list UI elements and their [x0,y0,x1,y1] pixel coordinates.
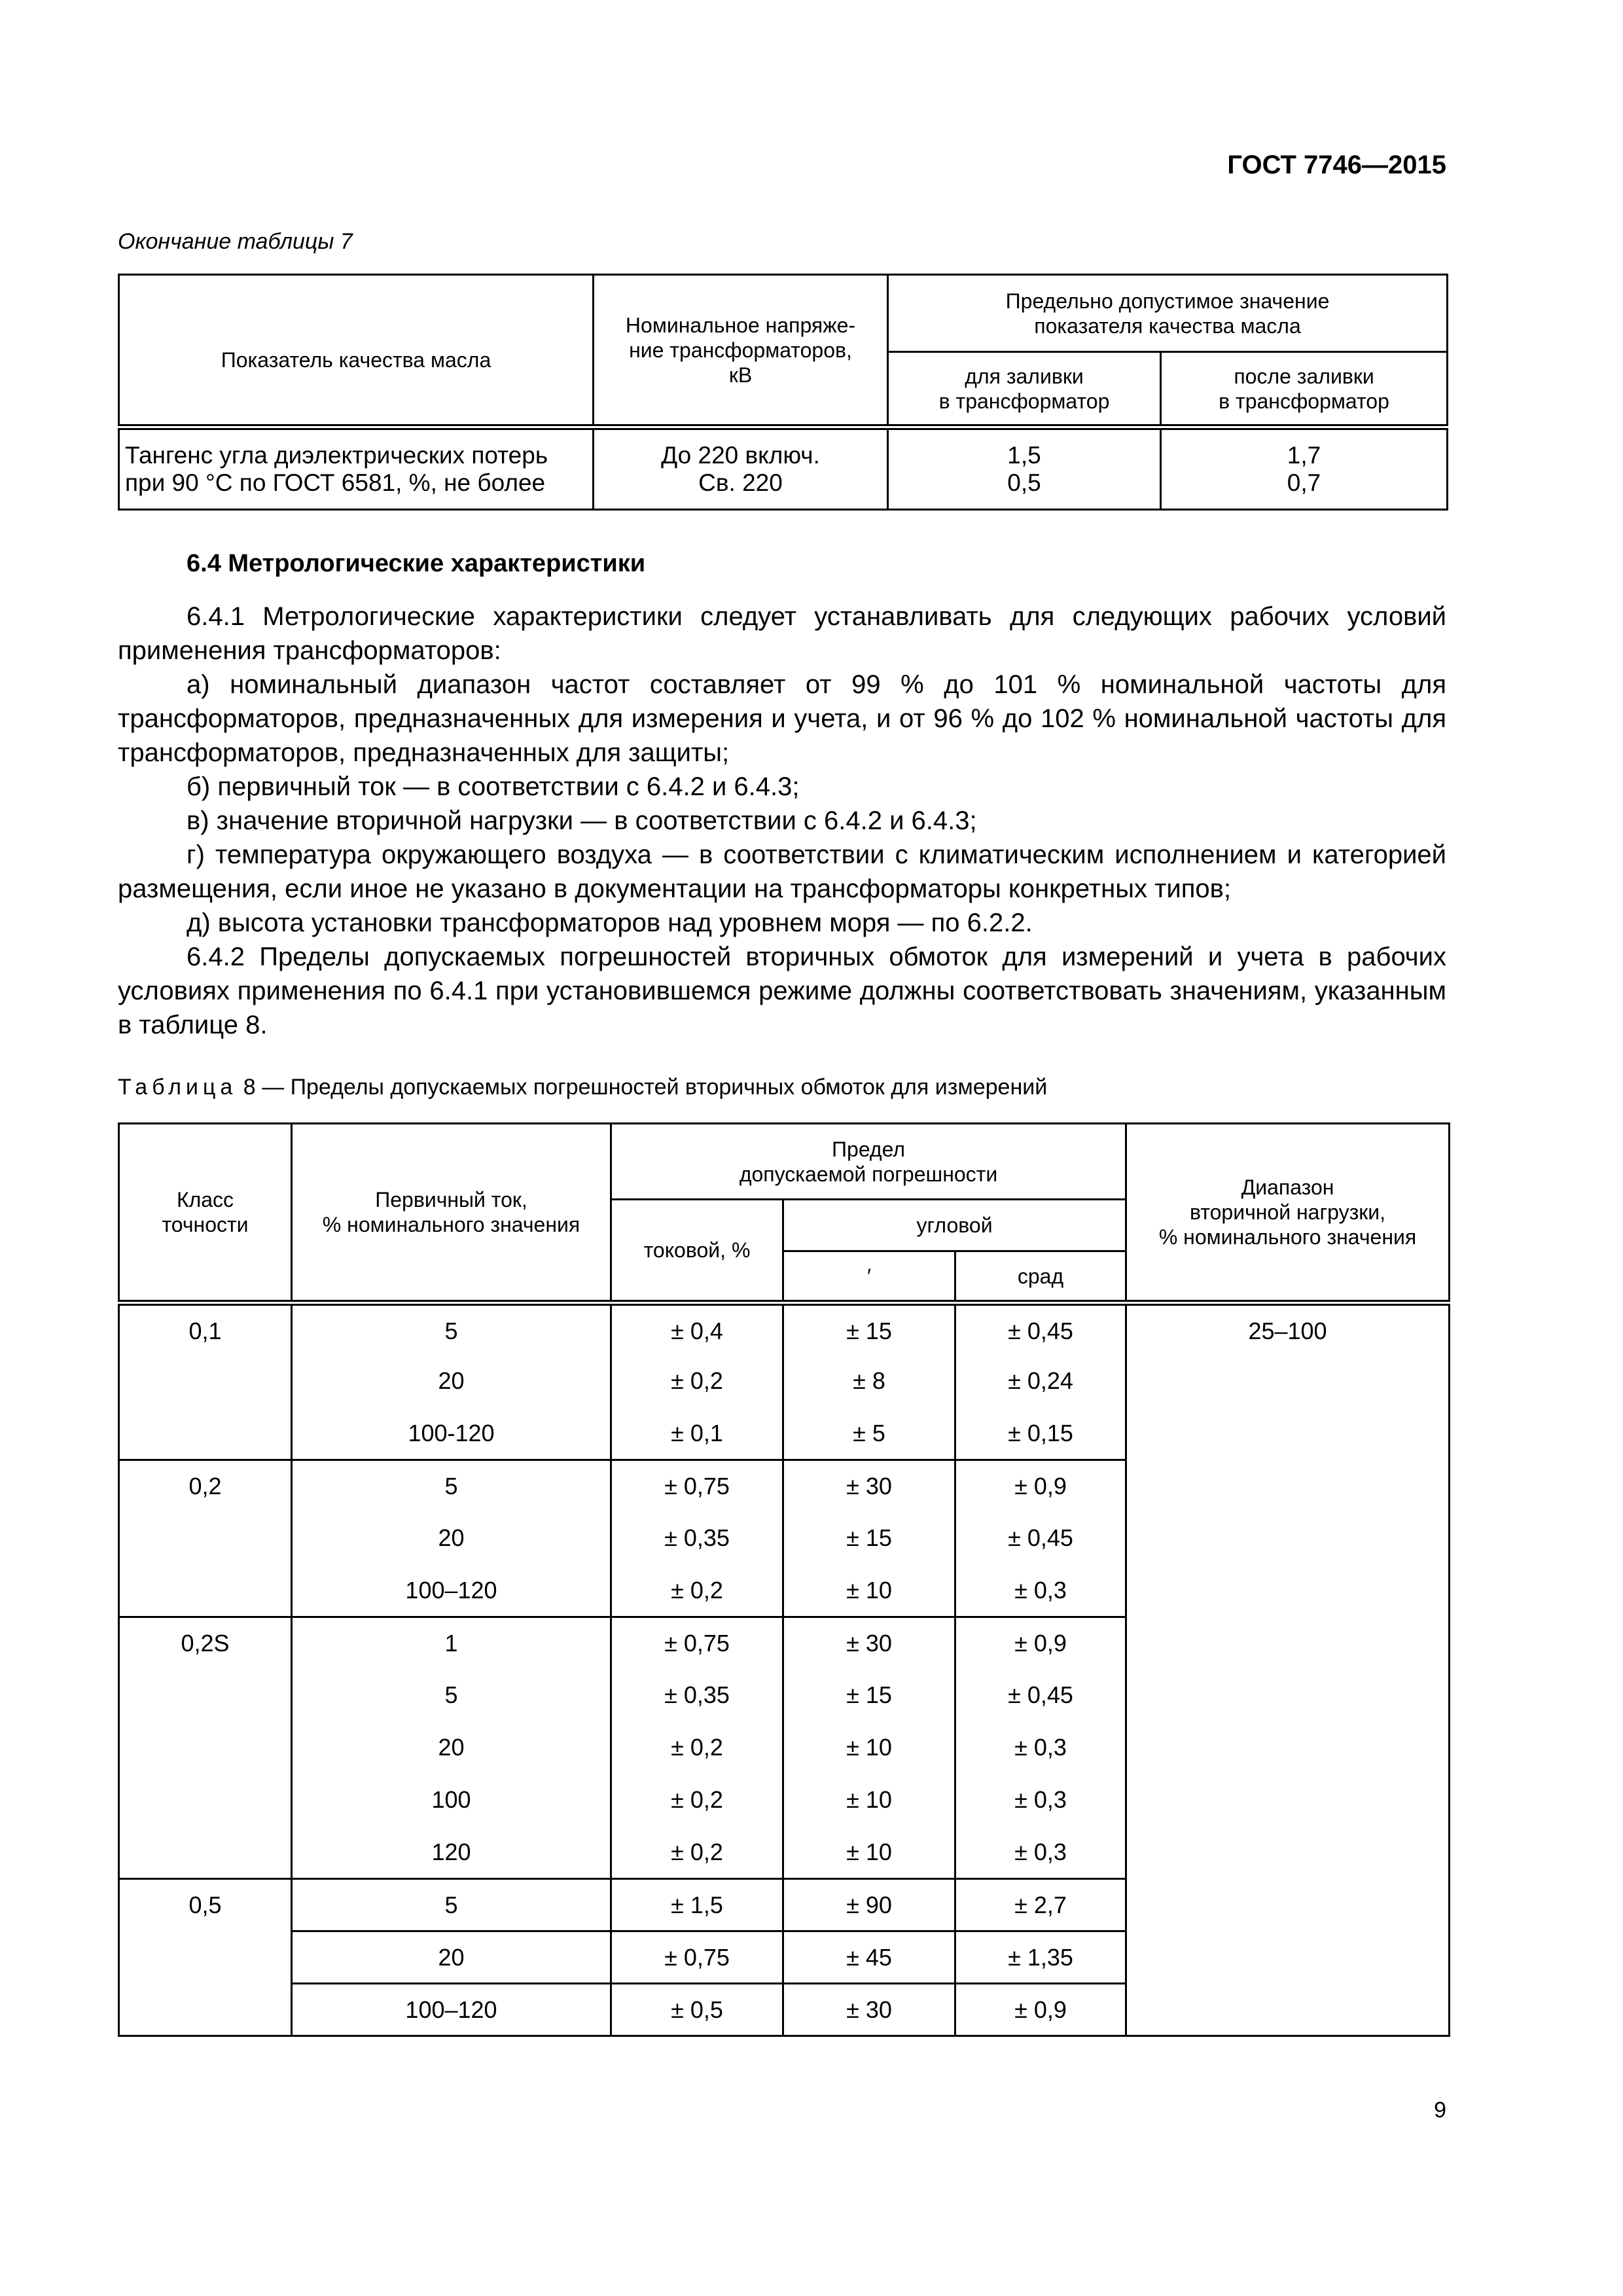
primary-current-cell: 100-120 [292,1408,611,1460]
t8-header-crad: срад [955,1251,1126,1303]
table8 [118,1122,1450,2037]
class-cell: 0,2S [119,1617,292,1670]
primary-current-cell: 1 [292,1617,611,1670]
t8-header-angular: угловой [783,1200,1126,1251]
current-error-cell: ± 0,75 [611,1617,783,1670]
class-cell-empty [119,1565,292,1617]
paragraph-6-4-1: 6.4.1 Метрологические характеристики следует устанавливать для следующих рабочих условий применения трансформаторов: [118,602,1446,665]
class-cell-empty [119,1513,292,1565]
current-error-cell: ± 0,75 [611,1460,783,1513]
t7-header-limit: Предельно допустимое значение показателя качества масла [888,275,1448,352]
angular-crad-cell: ± 1,35 [955,1931,1126,1984]
class-cell: 0,2 [119,1460,292,1513]
angular-crad-cell: ± 0,24 [955,1355,1126,1408]
primary-current-cell: 100 [292,1774,611,1827]
current-error-cell: ± 0,2 [611,1565,783,1617]
primary-current-cell: 100–120 [292,1984,611,2036]
paragraph-item-a: а) номинальный диапазон частот составляет от 99 % до 101 % номинальной частоты для трансформаторов, предназначенных для измерения и учета, и от 96 % до 102 % номинальной частоты для трансформаторов, предназначенных для защиты; [118,670,1446,767]
current-error-cell: ± 0,35 [611,1513,783,1565]
t8-header-class: Класс точности [119,1124,292,1303]
angular-minutes-cell: ± 30 [783,1984,955,2036]
paragraph-item-b: б) первичный ток — в соответствии с 6.4.2 и 6.4.3; [187,772,800,801]
angular-crad-cell: ± 0,45 [955,1303,1126,1355]
angular-minutes-cell: ± 8 [783,1355,955,1408]
class-cell-empty [119,1355,292,1408]
paragraph-item-v: в) значение вторичной нагрузки — в соответствии с 6.4.2 и 6.4.3; [187,806,977,835]
t8-header-load-range: Диапазон вторичной нагрузки, % номинального значения [1126,1124,1450,1303]
angular-crad-cell: ± 0,45 [955,1513,1126,1565]
angular-minutes-cell: ± 10 [783,1565,955,1617]
primary-current-cell: 20 [292,1513,611,1565]
t8-header-error-limit: Предел допускаемой погрешности [611,1124,1126,1200]
class-cell: 0,5 [119,1879,292,1931]
class-cell-empty [119,1984,292,2036]
page-number: 9 [1434,2098,1446,2123]
class-cell-empty [119,1670,292,1722]
current-error-cell: ± 0,2 [611,1827,783,1879]
current-error-cell: ± 0,2 [611,1355,783,1408]
primary-current-cell: 5 [292,1879,611,1931]
angular-crad-cell: ± 0,3 [955,1827,1126,1879]
angular-minutes-cell: ± 90 [783,1879,955,1931]
t8-header-minutes: ′ [783,1251,955,1303]
current-error-cell: ± 0,4 [611,1303,783,1355]
angular-minutes-cell: ± 10 [783,1774,955,1827]
angular-crad-cell: ± 0,15 [955,1408,1126,1460]
angular-crad-cell: ± 0,9 [955,1984,1126,2036]
table8-caption: Таблица 8 — Пределы допускаемых погрешностей вторичных обмоток для измерений [118,1075,1048,1100]
angular-minutes-cell: ± 10 [783,1827,955,1879]
angular-crad-cell: ± 0,3 [955,1722,1126,1774]
current-error-cell: ± 0,35 [611,1670,783,1722]
current-error-cell: ± 1,5 [611,1879,783,1931]
paragraph-item-g: г) температура окружающего воздуха — в соответствии с климатическим исполнением и категорией размещения, если иное не указано в документации на трансформаторы конкретных типов; [118,840,1446,903]
primary-current-cell: 5 [292,1670,611,1722]
primary-current-cell: 5 [292,1460,611,1513]
angular-crad-cell: ± 0,3 [955,1565,1126,1617]
angular-minutes-cell: ± 15 [783,1513,955,1565]
current-error-cell: ± 0,5 [611,1984,783,2036]
current-error-cell: ± 0,75 [611,1931,783,1984]
angular-crad-cell: ± 0,9 [955,1460,1126,1513]
current-error-cell: ± 0,2 [611,1774,783,1827]
angular-minutes-cell: ± 5 [783,1408,955,1460]
paragraph-6-4-2: 6.4.2 Пределы допускаемых погрешностей вторичных обмоток для измерений и учета в рабочих условиях применения по 6.4.1 при установившемся режиме должны соответствовать значениям, указанным в таблице 8. [118,942,1446,1039]
t7-cell-voltage: До 220 включ. Св. 220 [594,427,888,510]
load-range-cell: 25–100 [1126,1303,1450,2036]
class-cell-empty [119,1827,292,1879]
angular-crad-cell: ± 0,3 [955,1774,1126,1827]
t7-header-before-fill: для заливки в трансформатор [888,352,1161,427]
t7-header-after-fill: после заливки в трансформатор [1161,352,1448,427]
angular-minutes-cell: ± 45 [783,1931,955,1984]
primary-current-cell: 100–120 [292,1565,611,1617]
current-error-cell: ± 0,1 [611,1408,783,1460]
current-error-cell: ± 0,2 [611,1722,783,1774]
angular-minutes-cell: ± 10 [783,1722,955,1774]
primary-current-cell: 20 [292,1722,611,1774]
t7-header-indicator: Показатель качества масла [119,275,594,427]
t7-cell-indicator: Тангенс угла диэлектрических потерь при 90 °С по ГОСТ 6581, %, не более [119,427,594,510]
t8-header-primary-current: Первичный ток, % номинального значения [292,1124,611,1303]
class-cell: 0,1 [119,1303,292,1355]
angular-minutes-cell: ± 30 [783,1460,955,1513]
t7-cell-after-fill: 1,7 0,7 [1161,427,1448,510]
angular-minutes-cell: ± 15 [783,1670,955,1722]
primary-current-cell: 20 [292,1931,611,1984]
table-row [119,1303,1450,1355]
angular-crad-cell: ± 2,7 [955,1879,1126,1931]
t8-header-current-error: токовой, % [611,1200,783,1303]
class-cell-empty [119,1408,292,1460]
class-cell-empty [119,1931,292,1984]
angular-crad-cell: ± 0,9 [955,1617,1126,1670]
document-code: ГОСТ 7746—2015 [1227,151,1446,179]
primary-current-cell: 120 [292,1827,611,1879]
angular-minutes-cell: ± 15 [783,1303,955,1355]
angular-minutes-cell: ± 30 [783,1617,955,1670]
primary-current-cell: 5 [292,1303,611,1355]
angular-crad-cell: ± 0,45 [955,1670,1126,1722]
table7 [118,274,1448,511]
section-heading: 6.4 Метрологические характеристики [187,550,646,577]
paragraph-item-d: д) высота установки трансформаторов над уровнем моря — по 6.2.2. [187,908,1033,937]
class-cell-empty [119,1774,292,1827]
t7-cell-before-fill: 1,5 0,5 [888,427,1161,510]
class-cell-empty [119,1722,292,1774]
t7-header-voltage: Номинальное напряже- ние трансформаторов, кВ [594,275,888,427]
primary-current-cell: 20 [292,1355,611,1408]
table7-continuation-label: Окончание таблицы 7 [118,229,353,254]
